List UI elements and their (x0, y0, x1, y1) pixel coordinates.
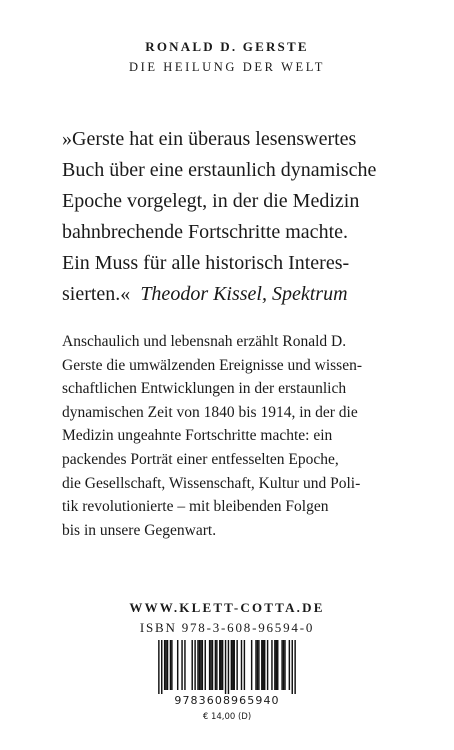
barcode-bar (205, 640, 206, 690)
description-line: bis in unsere Gegenwart. (62, 521, 217, 539)
description-line: Gerste die umwälzenden Ereignisse und wissen- (62, 356, 363, 374)
description-line: Medizin ungeahnte Fortschritte machte: ein (62, 427, 333, 445)
quote-line: Epoche vorgelegt, in der die Medizin (62, 190, 360, 212)
description-line: dynamischen Zeit von 1840 bis 1914, in der die (62, 403, 358, 421)
barcode-bar (165, 640, 166, 690)
quote-line: bahnbrechende Fortschritte machte. (62, 221, 348, 243)
header (0, 38, 454, 76)
barcode-bar (236, 640, 237, 690)
quote-source: Theodor Kissel, Spektrum (140, 283, 348, 305)
barcode-bar (202, 640, 203, 690)
barcode-bar (171, 640, 172, 690)
quote-line: »Gerste hat ein überaus lesenswertes (62, 128, 357, 150)
barcode-bar (184, 640, 185, 690)
author-name: RONALD D. GERSTE (145, 39, 309, 54)
barcode-bar (220, 640, 221, 690)
barcode-bar (263, 640, 264, 690)
description-line: Anschaulich und lebensnah erzählt Ronald D. (62, 333, 347, 350)
barcode-bar (232, 640, 233, 690)
quote-line-end: sierten.« (62, 283, 131, 305)
barcode-bar (215, 640, 216, 690)
barcode-bar (197, 640, 198, 690)
barcode-bar (200, 640, 201, 690)
publisher-website: WWW.KLETT-COTTA.DE (129, 600, 325, 615)
book-title: DIE HEILUNG DER WELT (128, 60, 326, 74)
quote-line: Ein Muss für alle historisch Interes- (62, 252, 350, 274)
barcode-bar (225, 640, 226, 694)
barcode-bar (170, 640, 171, 690)
barcode-bar (216, 640, 217, 690)
description-line: packendes Porträt einer entfesselten Epoche, (62, 450, 339, 468)
barcode-bar (212, 640, 213, 690)
barcode-bar (181, 640, 182, 690)
barcode-bar (161, 640, 162, 694)
barcode-bar (281, 640, 282, 690)
barcode (143, 640, 311, 698)
barcode-bar (199, 640, 200, 690)
barcode-bar (284, 640, 285, 690)
barcode-bar (158, 640, 159, 694)
barcode-bar (191, 640, 192, 690)
barcode-bar (244, 640, 245, 690)
barcode-bar (210, 640, 211, 690)
barcode-bar (241, 640, 242, 690)
barcode-bar (289, 640, 290, 690)
barcode-bar (261, 640, 262, 690)
barcode-bar (258, 640, 259, 690)
barcode-bar (267, 640, 268, 690)
barcode-bar (251, 640, 252, 690)
barcode-bar (228, 640, 229, 694)
description-line: tik revolutionierte – mit bleibenden Folgen (62, 498, 329, 516)
description-line: schaftlichen Entwicklungen in der erstaunlich (62, 380, 347, 398)
barcode-bar (209, 640, 210, 690)
barcode-bar (257, 640, 258, 690)
barcode-bar (177, 640, 178, 690)
barcode-bar (219, 640, 220, 690)
barcode-bar (277, 640, 278, 690)
description-line: die Gesellschaft, Wissenschaft, Kultur und Poli- (62, 474, 361, 492)
barcode-bar (294, 640, 295, 694)
barcode-bar (292, 640, 293, 694)
barcode-bar (167, 640, 168, 690)
barcode-bar (231, 640, 232, 690)
barcode-number: 9783608965940 (174, 694, 280, 707)
barcode-bar (194, 640, 195, 690)
price: € 14,00 (D) (202, 712, 252, 722)
barcode-bar (283, 640, 284, 690)
quote-line: Buch über eine erstaunlich dynamische (62, 159, 377, 181)
quote-last-line (62, 279, 422, 310)
review-quote (62, 124, 422, 310)
isbn: ISBN 978-3-608-96594-0 (139, 620, 315, 635)
barcode-bar (271, 640, 272, 690)
barcode-bar (264, 640, 265, 690)
barcode-bar (234, 640, 235, 690)
barcode-bar (255, 640, 256, 690)
barcode-bar (274, 640, 275, 690)
barcode-bar (164, 640, 165, 690)
book-description (62, 330, 422, 542)
barcode-bar (276, 640, 277, 690)
barcode-bar (222, 640, 223, 690)
barcode-graphic (143, 640, 311, 694)
